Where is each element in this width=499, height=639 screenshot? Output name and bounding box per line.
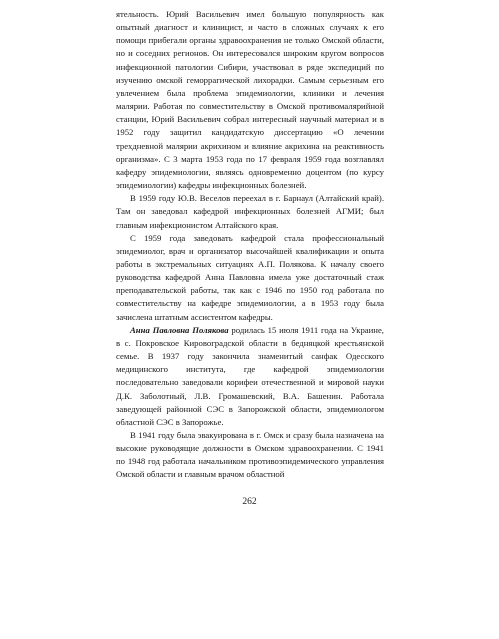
paragraph-veselov-barnaul: В 1959 году Ю.В. Веселов переехал в г. Барнаул (Алтайский край). Там он заведовал кафедрой инфекционных болезней АГМИ; был главным инфекционистом Алтайского края. bbox=[116, 193, 384, 230]
paragraph-polyakova-bio bbox=[116, 324, 384, 429]
paragraph-continuation: ятельность. Юрий Васильевич имел большую популярность как опытный диагност и клиницист, и часто в сложных случаях к его помощи прибегали органы здравоохранения не только Омской области, но и соседних регионов. Он интересовался широким кругом вопросов инфекционной патологии Сибири, участвовал в ряде экспедиций по изучению омской геморрагической лихорадки. Самым серьезным его увлечением была проблема эпидемиологии, клиники и лечения малярии. Работая по совместительству в Омской противомалярийной станции, Юрий Васильевич собрал интересный научный материал и в 1952 году защитил кандидатскую диссертацию «О лечении трехдневной малярии акрихином и влияние акрихина на реактивность организма». С 3 марта 1953 года по 17 февраля 1959 года возглавлял кафедру эпидемиологии, являясь одновременно доцентом (по курсу эпидемиологии) кафедры инфекционных болезней. bbox=[116, 9, 384, 191]
page-body bbox=[116, 8, 384, 482]
paragraph-polyakova-bio-text: родилась 15 июля 1911 года на Украине, в с. Покровское Кировоградской области в бедняцкой крестьянской семье. В 1937 году закончила знаменитый санфак Одесского медицинского института, где кафедрой эпидемиологии последовательно заведовали корифеи отечественной и мировой науки Д.К. Заболотный, Л.В. Громашевский, В.А. Башенин. Работала заведующей районной СЭС в Запорожской области, эпидемиологом областной СЭС в Запорожье. bbox=[116, 324, 384, 427]
person-name-emphasis: Анна Павловна Полякова bbox=[130, 324, 229, 335]
paragraph-polyakova-head: С 1959 года заведовать кафедрой стала профессиональный эпидемиолог, врач и организатор высочайшей квалификации и опыта работы в экстремальных ситуациях А.П. Полякова. К началу своего руководства кафедрой Анна Павловна имела уже достаточный стаж преподавательской работы, так как с 1946 по 1950 год работала по совместительству на кафедре эпидемиологии, а в 1953 году была зачислена штатным ассистентом кафедры. bbox=[116, 232, 384, 322]
paragraph-evacuation: В 1941 году была эвакуирована в г. Омск и сразу была назначена на высокие руководящие должности в Омском здравоохранении. С 1941 по 1948 год работала начальником противоэпидемического управления Омской области и главным врачом областной bbox=[116, 430, 384, 480]
page-number: 262 bbox=[242, 497, 257, 507]
